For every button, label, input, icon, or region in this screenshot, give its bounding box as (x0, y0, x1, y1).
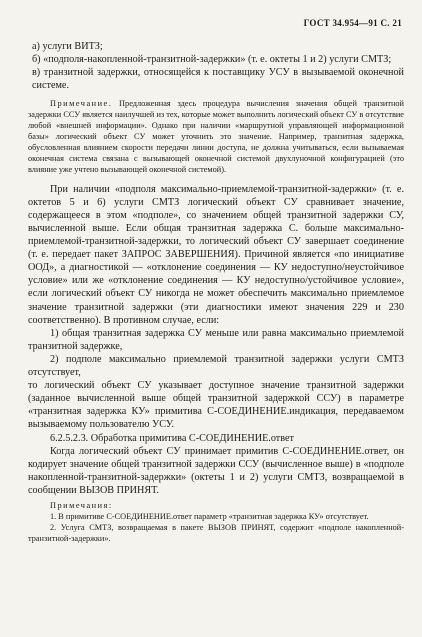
paragraph-indication: то логический объект СУ указывает доступное значение транзитной задержки (заданное вычисленной выше общей транзитной задержкой ССУ) в параметре «транзитная задержка КУ» примитива С-СОЕДИНЕНИЕ.индикация, передаваемом вызываемому пользователю УСУ. (28, 380, 404, 431)
list-item-b: б) «подполя-накопленной-транзитной-задержки» (т. е. октеты 1 и 2) услуги СМТЗ; (32, 54, 392, 66)
note-1-text: Предложенная здесь процедура вычисления значения общей транзитной задержки ССУ является наилучшей из тех, которые может выполнить логический объект СУ в отсутствие любой «внешней информации». Однако при наличии «маршрутной управляющей информационной базы» логический объект СУ может уточнить это значение. Например, транзитная задержка, обусловленная влиянием скорости передачи линии доступа, не должна учитываться, если вызываемая оконечная система связана с вызывающей оконечной системой двухлуночной конфигурацией (это влияние уже учтено вызывающей оконечной системой). (28, 99, 404, 174)
page-header: ГОСТ 34.954—91 С. 21 (303, 18, 402, 28)
condition-1: 1) общая транзитная задержка СУ меньше или равна максимально приемлемой транзитной задержке, (28, 327, 404, 352)
note-2-item-2: 2. Услуга СМТЗ, возвращаемая в пакете ВЫЗОВ ПРИНЯТ, содержит «подполе накопленной-транзитной-задержки». (28, 522, 404, 543)
paragraph-transit-check: При наличии «подполя максимально-приемлемой-транзитной-задержки» (т. е. октетов 5 и 6) услуги СМТЗ логический объект СУ сравнивает значение, содержащееся в этом «подполе», со значением общей транзитной задержки СУ, вычисленной выше. Если общая транзитная задержка С. больше максимально-приемлемой-транзитной-задержки, то логический объект СУ завершает соединение (т. е. передает пакет ЗАПРОС ЗАВЕРШЕНИЯ). Причиной является «по инициативе ООД», а диагностикой — «отклонение соединения — КУ недоступно/неустойчивое условие» или же «отклонение соединения — КУ недоступно/устойчивое условие», если логический объект СУ никогда не может обеспечить максимально приемлемое значение транзитной задержки (эти диагностики имеют значения 229 и 230 соответственно). В противном случае, если: (28, 183, 404, 326)
paragraph-response: Когда логический объект СУ принимает примитив С-СОЕДИНЕНИЕ.ответ, он кодирует значение общей транзитной задержки ССУ (вычисленное выше) в «подполе накопленной-транзитной-задержки» (октеты 1 и 2) услуги СМТЗ, возвращаемой в сообщении ВЫЗОВ ПРИНЯТ. (28, 445, 404, 496)
section-heading: 6.2.5.2.3. Обработка примитива С-СОЕДИНЕНИЕ.ответ (50, 432, 294, 444)
page-content (28, 40, 404, 545)
note-2-item-1: 1. В примитиве С-СОЕДИНЕНИЕ.ответ параметр «транзитная задержка КУ» отсутствует. (50, 511, 369, 521)
list-item-a: а) услуги ВИТЗ; (32, 41, 103, 52)
note-1-label: Примечание. (50, 99, 113, 109)
note-1 (28, 99, 404, 175)
list-item-c: в) транзитной задержки, относящейся к поставщику УСУ в вызываемой оконечной системе. (32, 67, 404, 92)
notes-label: Примечания: (50, 500, 113, 510)
condition-2: 2) подполе максимально приемлемой транзитной задержки услуги СМТЗ отсутствует, (28, 353, 404, 379)
